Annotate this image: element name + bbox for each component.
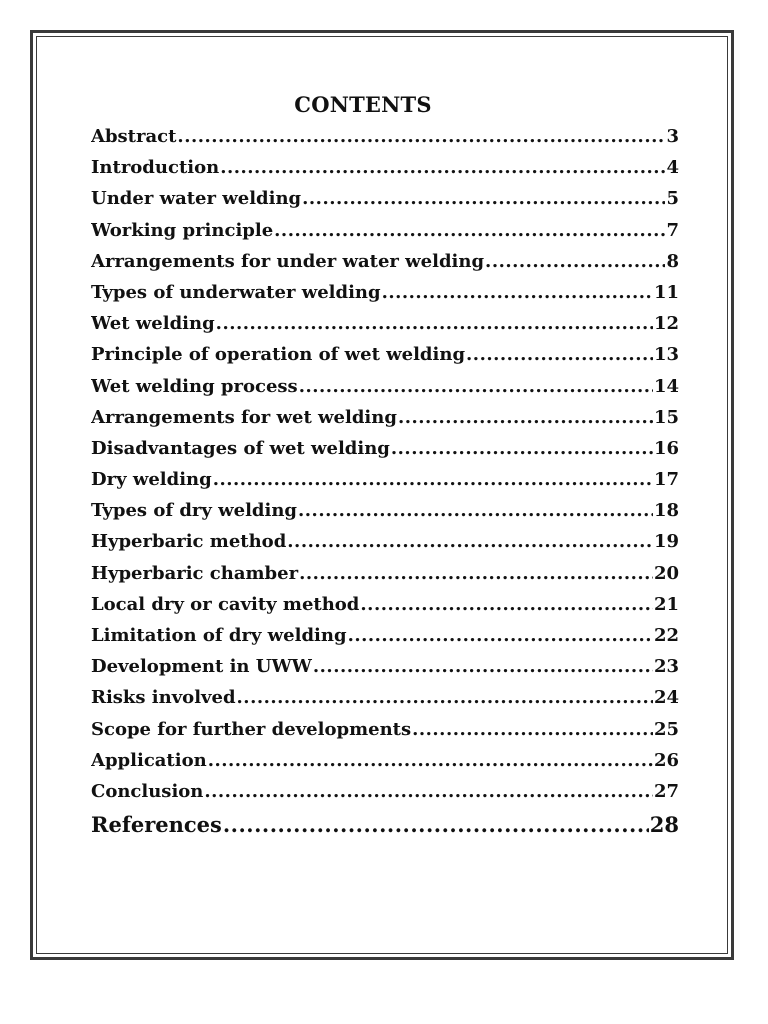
toc-leader-dots: [213, 469, 653, 490]
toc-entry-page: 7: [666, 219, 679, 241]
toc-entry-page: 26: [653, 749, 679, 771]
toc-entry: [91, 313, 679, 344]
toc-entry-title: Principle of operation of wet welding: [91, 344, 466, 366]
toc-entry-page: 8: [666, 250, 679, 272]
toc-leader-dots: [237, 687, 653, 708]
toc-entry-title: Hyperbaric chamber: [91, 562, 299, 584]
toc-entry-page: 25: [653, 718, 679, 740]
toc-entry-title: Working principle: [91, 219, 274, 241]
toc-entry: [91, 469, 679, 500]
toc-leader-dots: [382, 282, 653, 303]
toc-entry-title: Conclusion: [91, 780, 204, 802]
toc-leader-dots: [466, 344, 653, 365]
toc-entry-page: 19: [653, 531, 679, 553]
toc-entry-page: 28: [649, 812, 679, 838]
toc-entry: [91, 656, 679, 687]
toc-entry-title: Arrangements for wet welding: [91, 406, 397, 428]
toc-leader-dots: [302, 188, 665, 209]
toc-entry: [91, 282, 679, 313]
toc-entry: [91, 594, 679, 625]
toc-leader-dots: [398, 407, 653, 428]
toc-entry: [91, 344, 679, 375]
toc-entry: [91, 126, 679, 157]
toc-leader-dots: [391, 438, 653, 459]
toc-entry: [91, 812, 679, 846]
toc-entry-title: Arrangements for under water welding: [91, 250, 485, 272]
toc-entry-title: Dry welding: [91, 469, 212, 491]
toc-entry-page: 4: [666, 157, 679, 179]
toc-entry-title: Application: [91, 749, 207, 771]
toc-entry-title: Limitation of dry welding: [91, 625, 347, 646]
toc-entry-page: 16: [653, 437, 679, 459]
toc-leader-dots: [216, 313, 653, 334]
toc-leader-dots: [220, 157, 665, 178]
toc-leader-dots: [208, 750, 653, 771]
toc-entry-page: 15: [653, 406, 679, 428]
toc-entry-title: Introduction: [91, 157, 220, 179]
toc-leader-dots: [204, 781, 653, 802]
toc-entry-title: Risks involved: [91, 687, 236, 709]
toc-entry: [91, 407, 679, 438]
toc-entry-page: 12: [653, 313, 679, 335]
toc-entry-title: Types of underwater welding: [91, 281, 381, 303]
toc-entry-title: Disadvantages of wet welding: [91, 437, 390, 459]
toc-leader-dots: [298, 500, 653, 521]
toc-entry-page: 27: [653, 780, 679, 802]
toc-entry-page: 23: [653, 656, 679, 678]
toc-leader-dots: [412, 719, 653, 740]
toc-entry-page: 3: [666, 126, 679, 147]
toc-entry-title: Local dry or cavity method: [91, 593, 360, 615]
toc-entry-title: Types of dry welding: [91, 500, 298, 522]
toc-entry: [91, 376, 679, 407]
toc-entry: [91, 563, 679, 594]
toc-entry-page: 14: [653, 375, 679, 397]
toc-entry: [91, 625, 679, 656]
toc-leader-dots: [360, 594, 653, 615]
toc-entry-title: References: [91, 812, 222, 838]
toc-entry-page: 22: [653, 625, 679, 646]
toc-leader-dots: [313, 656, 653, 677]
table-of-contents: [91, 126, 679, 846]
toc-entry-title: Under water welding: [91, 188, 302, 210]
toc-leader-dots: [177, 126, 665, 147]
toc-leader-dots: [223, 812, 649, 837]
toc-leader-dots: [348, 625, 653, 646]
toc-entry-page: 21: [653, 593, 679, 615]
toc-entry: [91, 500, 679, 531]
toc-entry-page: 11: [653, 281, 679, 303]
toc-entry-page: 24: [653, 687, 679, 709]
contents-heading: CONTENTS: [294, 92, 432, 117]
toc-leader-dots: [274, 220, 665, 241]
toc-entry-title: Abstract: [91, 126, 177, 147]
toc-leader-dots: [299, 376, 653, 397]
toc-entry: [91, 188, 679, 219]
toc-entry-title: Wet welding process: [91, 375, 298, 397]
toc-leader-dots: [299, 563, 653, 584]
toc-entry: [91, 438, 679, 469]
toc-entry: [91, 157, 679, 188]
toc-entry: [91, 687, 679, 718]
toc-entry: [91, 781, 679, 812]
toc-leader-dots: [287, 531, 653, 552]
toc-entry: [91, 719, 679, 750]
toc-entry-page: 13: [653, 344, 679, 366]
toc-entry-title: Development in UWW: [91, 656, 312, 678]
toc-entry-title: Wet welding: [91, 313, 215, 335]
toc-entry-page: 20: [653, 562, 679, 584]
toc-entry: [91, 531, 679, 562]
toc-entry-page: 5: [666, 188, 679, 210]
toc-entry-page: 18: [653, 500, 679, 522]
toc-entry: [91, 750, 679, 781]
toc-leader-dots: [485, 251, 665, 272]
toc-entry-title: Hyperbaric method: [91, 531, 287, 553]
toc-entry: [91, 251, 679, 282]
toc-entry-title: Scope for further developments: [91, 718, 412, 740]
toc-entry-page: 17: [653, 469, 679, 491]
toc-entry: [91, 220, 679, 251]
